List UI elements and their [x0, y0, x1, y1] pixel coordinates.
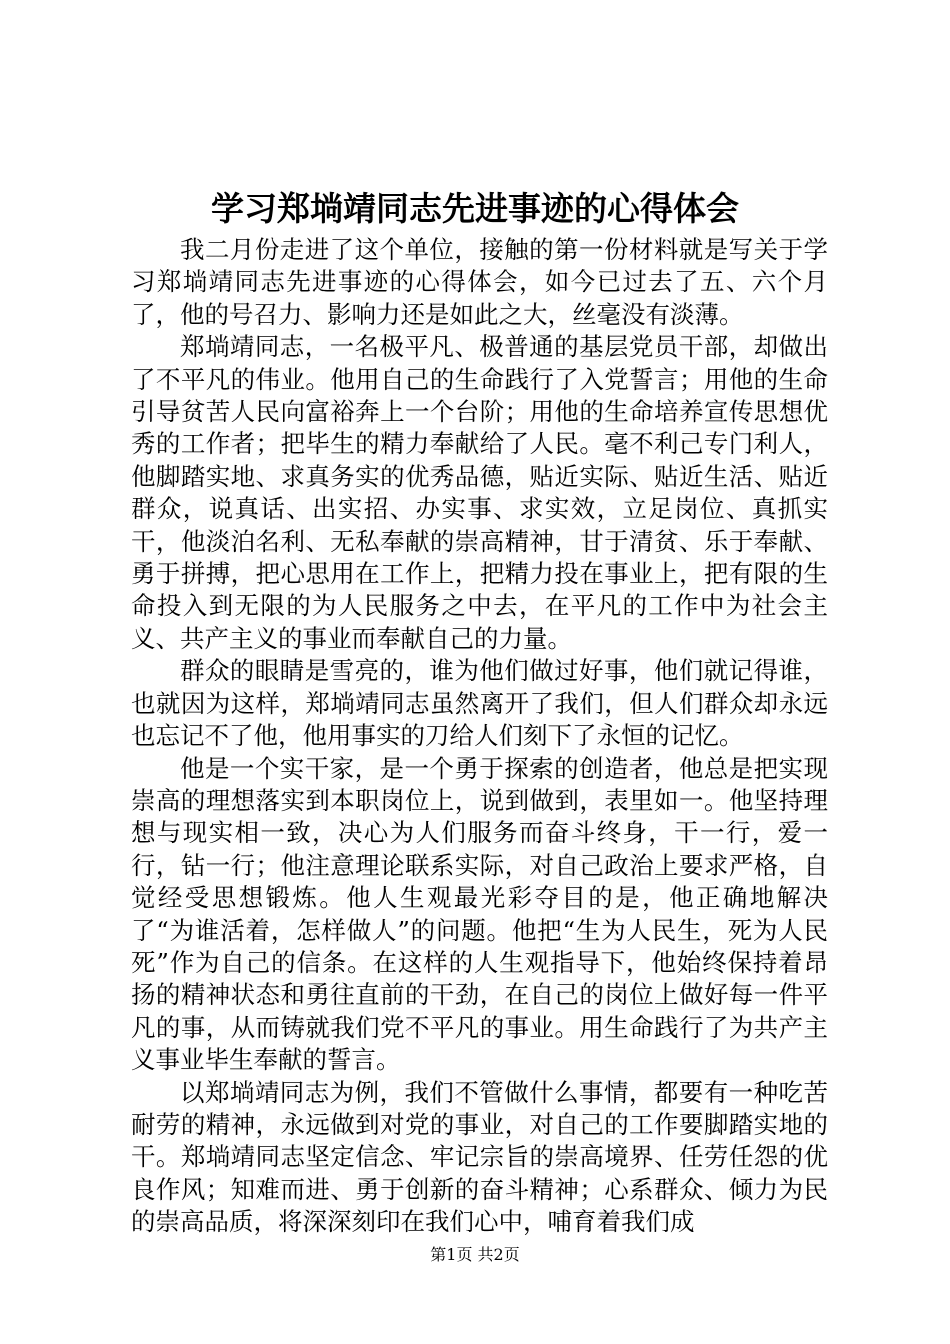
page-footer: 第1页 共2页: [430, 1245, 520, 1264]
paragraph-4: 他是一个实干家，是一个勇于探索的创造者，他总是把实现崇高的理想落实到本职岗位上，说到做到，表里如一。他坚持理想与现实相一致，决心为人们服务而奋斗终身，干一行，爱一行，钻一行；他注意理论联系实际，对自己政治上要求严格，自觉经受思想锻炼。他人生观最光彩夺目的是，他正确地解决了“为谁活着，怎样做人”的问题。他把“生为人民生，死为人民死”作为自己的信条。在这样的人生观指导下，他始终保持着昂扬的精神状态和勇往直前的干劲，在自己的岗位上做好每一件平凡的事，从而铸就我们党不平凡的事业。用生命践行了为共产主义事业毕生奉献的誓言。: [131, 753, 828, 1075]
document-body: [131, 234, 828, 1239]
paragraph-1: 我二月份走进了这个单位，接触的第一份材料就是写关于学习郑埫靖同志先进事迹的心得体会，如今已过去了五、六个月了，他的号召力、影响力还是如此之大，丝毫没有淡薄。: [131, 235, 828, 329]
paragraph-3: 群众的眼睛是雪亮的，谁为他们做过好事，他们就记得谁，也就因为这样，郑埫靖同志虽然离开了我们，但人们群众却永远也忘记不了他，他用事实的刀给人们刻下了永恒的记忆。: [131, 656, 828, 751]
paragraph-2: 郑埫靖同志，一名极平凡、极普通的基层党员干部，却做出了不平凡的伟业。他用自己的生命践行了入党誓言；用他的生命引导贫苦人民向富裕奔上一个台阶；用他的生命培养宣传思想优秀的工作者；把毕生的精力奉献给了人民。毫不利己专门利人，他脚踏实地、求真务实的优秀品德，贴近实际、贴近生活、贴近群众，说真话、出实招、办实事、求实效，立足岗位、真抓实干，他淡泊名利、无私奉献的崇高精神，甘于清贫、乐于奉献、勇于拼搏，把心思用在工作上，把精力投在事业上，把有限的生命投入到无限的为人民服务之中去，在平凡的工作中为社会主义、共产主义的事业而奉献自己的力量。: [131, 332, 828, 653]
paragraph-5: 以郑埫靖同志为例，我们不管做什么事情，都要有一种吃苦耐劳的精神，永远做到对党的事业，对自己的工作要脚踏实地的干。郑埫靖同志坚定信念、牢记宗旨的崇高境界、任劳任怨的优良作风；知难而进、勇于创新的奋斗精神；心系群众、倾力为民的崇高品质，将深深刻印在我们心中，哺育着我们成: [131, 1077, 828, 1237]
document-title: 学习郑埫靖同志先进事迹的心得体会: [211, 189, 739, 228]
